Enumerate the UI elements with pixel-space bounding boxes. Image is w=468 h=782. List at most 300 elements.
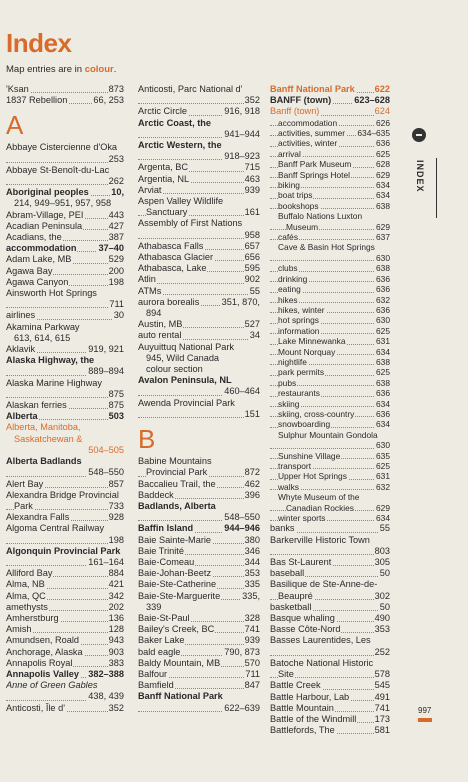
- entry-pages: 55: [249, 285, 260, 296]
- entry-term: Alliford Bay: [6, 568, 53, 579]
- entry-term: Arctic Western, the: [138, 140, 222, 151]
- entry-term: Alert Bay: [6, 478, 44, 489]
- entry-term: Alexandra Falls: [6, 512, 70, 523]
- index-entry: [6, 490, 124, 501]
- entry-pages: 352: [108, 702, 124, 713]
- entry-pages: 527: [244, 319, 260, 330]
- leader-dots: [270, 448, 390, 449]
- entry-pages: 634: [376, 180, 390, 191]
- index-entry: [138, 230, 260, 241]
- index-entry: [138, 241, 260, 252]
- index-entry: [138, 375, 260, 386]
- entry-term: activities, summer: [278, 128, 346, 139]
- entry-term: transport: [278, 461, 312, 472]
- entry-pages: 421: [108, 579, 124, 590]
- entry-term: [286, 440, 287, 450]
- entry-pages: 857: [108, 478, 124, 489]
- entry-pages: 638: [376, 377, 390, 388]
- entry-term: drinking: [278, 273, 308, 284]
- entry-pages: 427: [108, 220, 124, 231]
- index-entry: [270, 430, 390, 440]
- leader-dots: [138, 238, 260, 239]
- index-entry: [138, 129, 260, 140]
- index-entry: [270, 232, 390, 242]
- index-entry: [270, 399, 390, 409]
- index-entry: [138, 409, 260, 420]
- index-entry: [6, 434, 124, 445]
- entry-pages: 625: [376, 325, 390, 336]
- entry-pages: 438, 439: [88, 691, 124, 702]
- index-entry: [138, 680, 260, 691]
- entry-term: auto rental: [138, 330, 182, 341]
- entry-pages: 198: [108, 276, 124, 287]
- entry-pages: 875: [108, 388, 124, 399]
- entry-pages: 30: [113, 310, 124, 321]
- entry-pages: 916, 918: [224, 106, 260, 117]
- index-entry: [6, 154, 124, 165]
- entry-term: Sanctuary: [146, 207, 188, 218]
- entry-pages: 741: [244, 624, 260, 635]
- index-entry: [138, 274, 260, 285]
- section-tab-marker-icon: [412, 128, 426, 142]
- entry-pages: 631: [376, 471, 390, 482]
- index-entry: [6, 232, 124, 243]
- index-entry: [270, 95, 390, 106]
- index-entry: [270, 451, 390, 461]
- section-letter: B: [138, 424, 156, 455]
- entry-term: Baie-St-Paul: [138, 612, 190, 623]
- entry-pages: 351, 870,: [221, 296, 260, 307]
- entry-term: Banff Park Museum: [278, 159, 352, 170]
- index-entry: [138, 174, 260, 185]
- entry-term: [286, 253, 287, 263]
- index-entry: [270, 159, 390, 169]
- entry-pages: 958: [244, 229, 260, 240]
- entry-term: accommodation: [278, 117, 338, 128]
- entry-term: Beaupré: [278, 590, 313, 601]
- entry-pages: 636: [376, 388, 390, 399]
- entry-pages: 55: [379, 523, 390, 534]
- index-entry: [6, 647, 124, 658]
- entry-pages: 346: [244, 545, 260, 556]
- index-entry: [138, 479, 260, 490]
- entry-term: Amish: [6, 624, 32, 635]
- leader-dots: [6, 397, 124, 398]
- entry-pages: 463: [244, 173, 260, 184]
- index-entry: [270, 263, 390, 273]
- entry-term: [14, 691, 15, 701]
- entry-pages: 10,: [111, 187, 124, 198]
- index-entry: [6, 310, 124, 321]
- entry-term: Athabasca, Lake: [138, 263, 207, 274]
- index-entry: [138, 579, 260, 590]
- entry-term: Banff Springs Hotel: [278, 169, 351, 180]
- index-entry: [138, 703, 260, 714]
- index-entry: [138, 669, 260, 680]
- entry-term: Battle Harbour, Lab: [270, 691, 350, 702]
- entry-term: Alberta: [6, 411, 38, 422]
- entry-term: Upper Hot Springs: [278, 471, 347, 482]
- index-entry: [6, 557, 124, 568]
- entry-term: [14, 299, 15, 309]
- entry-pages: 656: [244, 252, 260, 263]
- entry-pages: 202: [108, 601, 124, 612]
- entry-term: Badlands, Alberta: [138, 500, 216, 511]
- entry-pages: 328: [244, 612, 260, 623]
- entry-term: Amundsen, Roald: [6, 635, 80, 646]
- entry-term: [278, 546, 279, 556]
- entry-term: [278, 647, 279, 657]
- index-entry: [270, 211, 390, 221]
- index-entry: [138, 398, 260, 409]
- index-entry: [6, 658, 124, 669]
- index-entry: [6, 299, 124, 310]
- index-entry: [138, 490, 260, 501]
- entry-pages: 629: [376, 221, 390, 232]
- index-entry: [6, 389, 124, 400]
- index-entry: [138, 658, 260, 669]
- entry-pages: 200: [108, 265, 124, 276]
- entry-pages: 253: [108, 153, 124, 164]
- entry-term: activities, winter: [278, 138, 338, 149]
- section-tab-label: INDEX: [415, 160, 425, 193]
- entry-term: ATMs: [138, 285, 162, 296]
- index-entry: [270, 546, 390, 557]
- index-entry: [138, 386, 260, 397]
- entry-term: 894: [146, 308, 162, 319]
- entry-pages: 944–946: [224, 523, 260, 534]
- entry-term: Argenta, BC: [138, 162, 189, 173]
- index-entry: [6, 176, 124, 187]
- entry-term: bald eagle: [138, 646, 181, 657]
- entry-pages: 628: [376, 159, 390, 170]
- leader-dots: [270, 260, 390, 261]
- entry-term: Baldy Mountain, MB: [138, 657, 221, 668]
- entry-term: hot springs: [278, 315, 319, 326]
- index-entry: [6, 266, 124, 277]
- index-entry: [6, 84, 124, 95]
- index-entry: [270, 180, 390, 190]
- entry-term: Banff National Park: [270, 84, 355, 94]
- entry-term: Alberta Badlands: [6, 456, 82, 467]
- index-entry: [6, 523, 124, 534]
- index-entry: [270, 635, 390, 646]
- index-entry: [6, 378, 124, 389]
- index-entry: [270, 106, 390, 117]
- entry-pages: 396: [244, 489, 260, 500]
- entry-pages: 634: [376, 346, 390, 357]
- entry-term: [14, 366, 15, 376]
- entry-pages: 630: [376, 315, 390, 326]
- entry-pages: 941–944: [224, 128, 260, 139]
- entry-term: Adam Lake, MB: [6, 254, 72, 265]
- entry-pages: 344: [244, 556, 260, 567]
- entry-term: Algonquin Provincial Park: [6, 545, 121, 556]
- index-entry: [138, 218, 260, 229]
- entry-pages: 847: [244, 680, 260, 691]
- index-entry: [138, 546, 260, 557]
- entry-term: Baie Sainte-Marie: [138, 534, 212, 545]
- index-entry: [270, 357, 390, 367]
- entry-term: Lake Minnewanka: [278, 336, 346, 347]
- entry-pages: 545: [374, 680, 390, 691]
- entry-pages: 548–550: [224, 512, 260, 523]
- entry-term: Park: [14, 500, 33, 511]
- entry-term: Battle Mountain: [270, 702, 334, 713]
- index-entry: [270, 492, 390, 502]
- entry-term: 339: [146, 601, 162, 612]
- entry-term: arrival: [278, 148, 301, 159]
- index-entry: [270, 613, 390, 624]
- index-entry: [270, 201, 390, 211]
- index-entry: [138, 691, 260, 702]
- entry-term: Awenda Provincial Park: [138, 397, 235, 408]
- index-entry: [6, 512, 124, 523]
- index-entry: [270, 409, 390, 419]
- index-entry: [270, 513, 390, 523]
- entry-term: [14, 176, 15, 186]
- index-entry: [138, 319, 260, 330]
- entry-term: Site: [278, 669, 294, 680]
- index-entry: [6, 366, 124, 377]
- index-entry: [270, 170, 390, 180]
- entry-term: baseball: [270, 568, 305, 579]
- entry-pages: 902: [244, 274, 260, 285]
- index-entry: [6, 355, 124, 366]
- entry-pages: 161–164: [88, 556, 124, 567]
- entry-term: Baie-Ste-Catherine: [138, 579, 217, 590]
- intro-prefix: Map entries are in: [6, 64, 85, 75]
- entry-term: Alaskan ferries: [6, 400, 67, 411]
- entry-pages: 622–639: [224, 702, 260, 713]
- index-column-3: [270, 84, 390, 736]
- entry-pages: 629: [376, 502, 390, 513]
- entry-pages: 342: [108, 590, 124, 601]
- entry-term: Babine Mountains: [138, 456, 212, 467]
- entry-pages: 919, 921: [88, 344, 124, 355]
- entry-pages: 173: [374, 713, 390, 724]
- index-entry: [138, 252, 260, 263]
- index-entry: [138, 467, 260, 478]
- entry-term: Arctic Coast, the: [138, 117, 212, 128]
- index-entry: [270, 557, 390, 568]
- index-entry: [270, 84, 390, 95]
- entry-term: [14, 445, 15, 455]
- entry-pages: 711: [245, 668, 260, 679]
- entry-pages: 548–550: [88, 467, 124, 478]
- index-entry: [6, 467, 124, 478]
- index-entry: [138, 95, 260, 106]
- entry-term: Aklavik: [6, 344, 36, 355]
- entry-term: Alma, QC: [6, 590, 46, 601]
- entry-term: Annapolis Royal: [6, 657, 73, 668]
- index-entry: [138, 557, 260, 568]
- index-entry: [138, 297, 260, 308]
- entry-pages: 625: [376, 367, 390, 378]
- entry-term: cafés: [278, 232, 299, 243]
- intro-suffix: .: [113, 64, 117, 75]
- entry-term: aurora borealis: [138, 296, 200, 307]
- index-entry: [270, 222, 390, 232]
- entry-term: Argentia, NL: [138, 173, 190, 184]
- entry-term: Arviat: [138, 184, 162, 195]
- entry-term: biking: [278, 180, 300, 191]
- leader-dots: [6, 162, 124, 163]
- entry-pages: 387: [108, 232, 124, 243]
- index-entry: [270, 624, 390, 635]
- entry-pages: 305: [374, 557, 390, 568]
- index-entry: [6, 277, 124, 288]
- entry-term: Alexandra Bridge Provincial: [6, 489, 119, 500]
- entry-term: Batoche National Historic: [270, 657, 374, 668]
- index-entry: [138, 106, 260, 117]
- entry-term: accommodation: [6, 243, 77, 254]
- index-entry: [138, 185, 260, 196]
- entry-term: banks: [270, 523, 295, 534]
- entry-pages: 634: [376, 419, 390, 430]
- entry-term: Buffalo Nations Luxton: [278, 211, 363, 222]
- entry-term: colour section: [146, 364, 203, 375]
- entry-pages: 198: [108, 534, 124, 545]
- index-entry: [6, 613, 124, 624]
- entry-term: pubs: [278, 377, 297, 388]
- entry-term: [146, 512, 147, 522]
- leader-dots: [6, 307, 124, 308]
- entry-pages: 352: [244, 95, 260, 106]
- entry-pages: 634: [376, 398, 390, 409]
- entry-pages: 741: [374, 702, 390, 713]
- index-entry: [270, 274, 390, 284]
- entry-pages: 638: [376, 200, 390, 211]
- entry-term: Balfour: [138, 668, 168, 679]
- entry-term: Baffin Island: [138, 523, 194, 534]
- entry-pages: 903: [108, 646, 124, 657]
- entry-term: skiing, cross-country: [278, 408, 355, 419]
- index-entry: [270, 591, 390, 602]
- index-entry: [6, 456, 124, 467]
- index-entry: [138, 647, 260, 658]
- entry-pages: 161: [244, 207, 260, 218]
- page-number: 997: [418, 706, 432, 715]
- index-entry: [270, 128, 390, 138]
- entry-term: Alberta, Manitoba,: [6, 422, 81, 433]
- index-entry: [6, 624, 124, 635]
- entry-pages: 939: [244, 184, 260, 195]
- index-entry: [138, 196, 260, 207]
- index-column-2: [138, 84, 260, 714]
- index-entry: [270, 535, 390, 546]
- entry-pages: 928: [108, 512, 124, 523]
- entry-pages: 872: [244, 467, 260, 478]
- entry-pages: 636: [376, 284, 390, 295]
- index-entry: [6, 479, 124, 490]
- entry-term: Anticosti, Parc National d': [138, 84, 243, 94]
- entry-pages: 632: [376, 481, 390, 492]
- entry-pages: 630: [376, 440, 390, 451]
- entry-pages: 918–923: [224, 151, 260, 162]
- index-entry: [6, 322, 124, 333]
- index-entry: [138, 456, 260, 467]
- entry-pages: 380: [244, 534, 260, 545]
- entry-pages: 252: [374, 646, 390, 657]
- entry-term: [14, 535, 15, 545]
- leader-dots: [138, 417, 260, 418]
- entry-term: Atlin: [138, 274, 156, 285]
- leader-dots: [138, 103, 260, 104]
- entry-pages: 335: [244, 579, 260, 590]
- entry-pages: 625: [376, 148, 390, 159]
- entry-pages: 630: [376, 252, 390, 263]
- index-entry: [270, 440, 390, 450]
- entry-term: Basse Côte-Nord: [270, 624, 341, 635]
- entry-pages: 622: [374, 84, 390, 94]
- entry-term: Auyuittuq National Park: [138, 341, 235, 352]
- entry-pages: 875: [108, 400, 124, 411]
- entry-term: [14, 154, 15, 164]
- index-entry: [6, 669, 124, 680]
- index-entry: [138, 286, 260, 297]
- entry-pages: 460–464: [224, 386, 260, 397]
- index-entry: [138, 602, 260, 613]
- entry-term: restaurants: [278, 388, 320, 399]
- index-entry: [270, 482, 390, 492]
- entry-pages: 632: [376, 294, 390, 305]
- index-entry: [270, 253, 390, 263]
- entry-pages: 623–628: [354, 95, 390, 106]
- entry-term: Alma, NB: [6, 579, 45, 590]
- entry-term: eating: [278, 284, 301, 295]
- entry-pages: 634: [376, 513, 390, 524]
- index-entry: [6, 501, 124, 512]
- index-entry: [270, 461, 390, 471]
- entry-term: [146, 409, 147, 419]
- entry-pages: 128: [108, 624, 124, 635]
- entry-term: Bas St-Laurent: [270, 557, 332, 568]
- entry-pages: 943: [108, 635, 124, 646]
- index-entry: [6, 703, 124, 714]
- entry-term: 'Ksan: [6, 84, 29, 94]
- entry-term: Basilique de Ste-Anne-de-: [270, 579, 378, 590]
- index-entry: [270, 692, 390, 703]
- entry-term: 1837 Rebellion: [6, 95, 68, 106]
- index-entry: [138, 635, 260, 646]
- index-entry: [6, 333, 124, 344]
- entry-term: 613, 614, 615: [14, 332, 71, 343]
- index-entry: [270, 579, 390, 590]
- index-entry: [138, 535, 260, 546]
- index-entry: [270, 305, 390, 315]
- index-entry: [6, 254, 124, 265]
- entry-term: Whyte Museum of the: [278, 492, 360, 503]
- entry-pages: 490: [374, 613, 390, 624]
- entry-term: Cave & Basin Hot Springs: [278, 242, 375, 253]
- entry-pages: 34: [249, 330, 260, 341]
- entry-term: Canadian Rockies: [286, 502, 354, 513]
- entry-term: Ainsworth Hot Springs: [6, 288, 97, 299]
- index-entry: [6, 535, 124, 546]
- entry-term: [146, 703, 147, 713]
- entry-term: [146, 386, 147, 396]
- entry-term: Banff National Park: [138, 691, 223, 702]
- entry-pages: 262: [108, 176, 124, 187]
- index-entry: [138, 162, 260, 173]
- entry-pages: 570: [244, 657, 260, 668]
- entry-term: Bamfield: [138, 680, 174, 691]
- index-entry: [270, 190, 390, 200]
- leader-dots: [270, 554, 390, 555]
- entry-pages: 578: [374, 669, 390, 680]
- index-entry: [270, 242, 390, 252]
